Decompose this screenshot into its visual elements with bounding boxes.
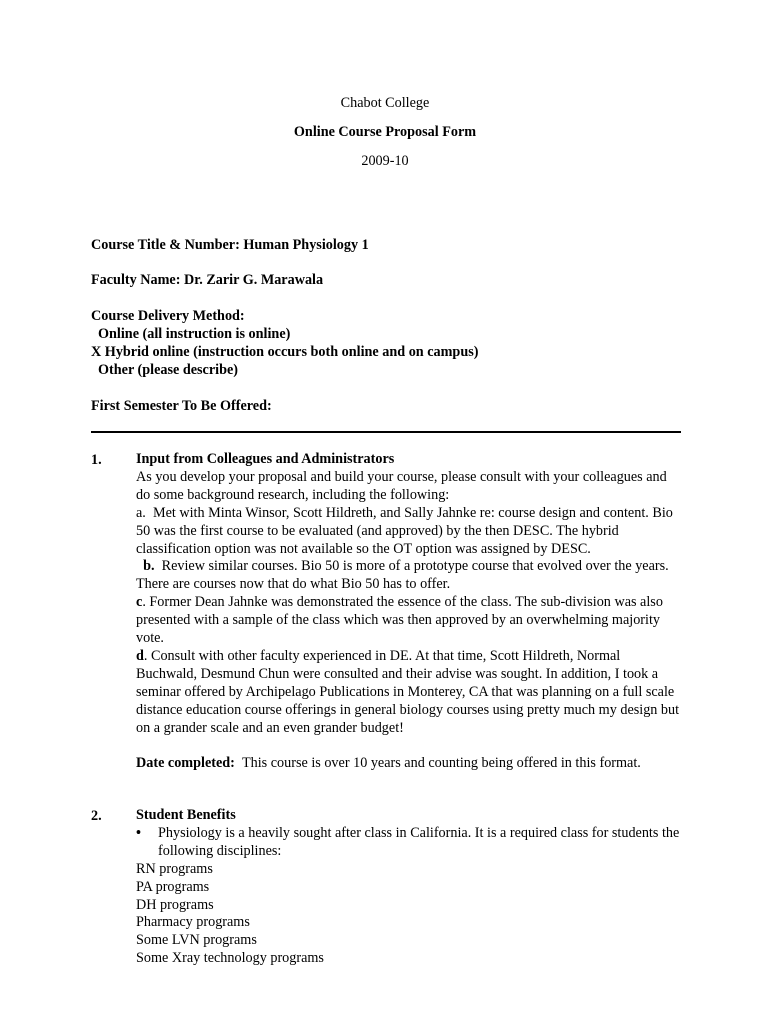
date-completed-text: This course is over 10 years and counting being offered in this format. xyxy=(241,754,641,771)
section-2-number: 2. xyxy=(91,808,102,824)
form-year: 2009-10 xyxy=(361,153,409,169)
program-item: Some LVN programs xyxy=(136,932,257,949)
delivery-method-label: Course Delivery Method: xyxy=(91,308,245,324)
form-title: Online Course Proposal Form xyxy=(293,124,477,140)
item-a-label: a. xyxy=(136,504,146,521)
section-2-heading: Student Benefits xyxy=(136,807,236,823)
college-name: Chabot College xyxy=(340,95,430,111)
section-divider xyxy=(91,431,681,433)
item-b-text: Review similar courses. Bio 50 is more of a prototype course that evolved over the years. There are courses now that do what Bio 50 has to offer. xyxy=(136,558,669,593)
benefit-bullet-text: Physiology is a heavily sought after class in California. It is a required class for students the following disciplines: xyxy=(158,824,680,859)
item-a xyxy=(136,505,684,559)
delivery-option-online: Online (all instruction is online) xyxy=(98,326,291,342)
benefit-bullet xyxy=(136,825,684,861)
first-semester-field: First Semester To Be Offered: xyxy=(91,398,272,414)
section-1-number: 1. xyxy=(91,452,102,468)
item-a-text: Met with Minta Winsor, Scott Hildreth, and Sally Jahnke re: course design and content. Bio 50 was the first course to be evaluated (and approved) by the then DESC. The hybrid classification option was not available so the OT option was assigned by DESC. xyxy=(136,504,673,557)
item-c xyxy=(136,594,684,648)
section-1-intro: As you develop your proposal and build your course, please consult with your colleagues and do some background research, including the following: xyxy=(136,468,667,503)
program-item: DH programs xyxy=(136,896,214,913)
delivery-option-other: Other (please describe) xyxy=(98,362,239,378)
item-d-label: d xyxy=(136,647,144,664)
bullet-icon: • xyxy=(136,824,141,841)
item-b xyxy=(136,558,684,594)
date-completed-label: Date completed: xyxy=(136,754,235,771)
section-1-heading: Input from Colleagues and Administrators xyxy=(136,451,395,467)
faculty-name-field: Faculty Name: Dr. Zarir G. Marawala xyxy=(91,272,324,288)
program-item: RN programs xyxy=(136,860,213,877)
date-completed xyxy=(136,755,684,773)
delivery-option-hybrid: X Hybrid online (instruction occurs both online and on campus) xyxy=(91,344,479,360)
item-b-label: b. xyxy=(143,558,155,575)
program-item: PA programs xyxy=(136,878,210,895)
section-2-body xyxy=(136,807,684,968)
program-item: Pharmacy programs xyxy=(136,914,250,931)
program-item: Some Xray technology programs xyxy=(136,950,324,967)
item-c-label: c xyxy=(136,594,143,611)
course-title-field: Course Title & Number: Human Physiology 1 xyxy=(91,237,369,253)
section-1-body xyxy=(136,451,684,772)
item-d-text: . Consult with other faculty experienced in DE. At that time, Scott Hildreth, Normal Buchwald, Desmund Chun were consulted and their advise was sought. In addition, I took a seminar offered by Archipelago Publications in Monterey, CA that was planning on a full scale distance education course offerings in general biology courses using pretty much my design but on a grander scale and an even grander budget! xyxy=(136,647,680,736)
item-c-text: . Former Dean Jahnke was demonstrated the essence of the class. The sub-division was also presented with a sample of the class which was then approved by an overwhelming majority vote. xyxy=(136,594,663,647)
item-d xyxy=(136,648,684,738)
